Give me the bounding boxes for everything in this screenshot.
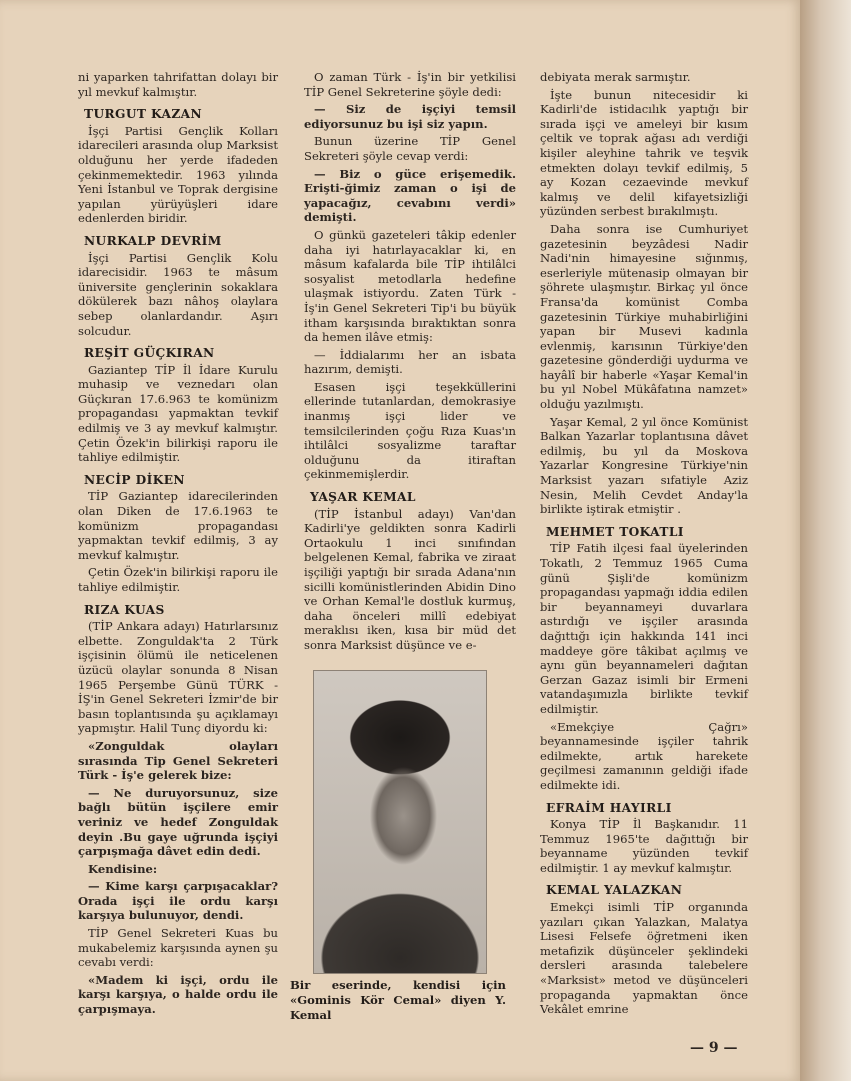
paragraph: (TİP Ankara adayı) Hatırlarsınız elbette. Zonguldak'ta 2 Türk işçisinin ölümü ile neticelenen üzücü olaylar sonunda 8 Nisan 1965 Perşembe Günü TÜRK - İŞ'in Genel Sekreteri İzmir'de bir basın toplantısında şu açıklamayı yapmıştır. Halil Tunç diyordu ki: <box>78 619 278 736</box>
section-heading: MEHMET TOKATLI <box>546 524 684 539</box>
paragraph: Gaziantep TİP İl İdare Kurulu muhasip ve veznedarı olan Güçkıran 17.6.963 te komünizm propagandası yapmaktan tevkif edilmiş ve 3 ay mevkuf kalmıştır. Çetin Özek'in bilirkişi raporu ile tahliye edilmiştir. <box>78 362 278 465</box>
paragraph: Çetin Özek'in bilirkişi raporu ile tahliye edilmiştir. <box>78 565 278 594</box>
quote-paragraph <box>78 973 278 1017</box>
section-heading: NURKALP DEVRİM <box>84 233 222 248</box>
paragraph: Esasen işçi teşekküllerini ellerinde tutanlardan, demokrasiye inanmış işçi lider ve temsilcilerinden çoğu Rıza Kuas'ın ihtilâlci sosyalizme taraftar olduğunu da itiraftan çekinmemişlerdir. <box>304 379 516 482</box>
paragraph: İşte bunun nitecesidir ki Kadirli'de istidacılık yaptığı bir sırada işçi ve ameleyi bir kısım çeltik ve toprak ağası adı verdiği kişiler aleyhine tahrik ve teşvik etmekten dolayı tevkif edilmiş, 5 ay Kozan cezaevinde mevkuf kalmış ve delil kifayetsizliği yüzünden serbest bırakılmıştı. <box>540 87 748 219</box>
paragraph: Daha sonra ise Cumhuriyet gazetesinin beyzâdesi Nadir Nadi'nin himayesine sığınmış, eserleriyle mütenasip olmayan bir şöhrete ulaşmıştır. Birkaç yıl önce Fransa'da komünist Comba gazetesinin Türkiye muhabirliğini yapan bir Musevi kadınla evlenmiş, karısının Türkiye'den gazetesine gönderdiği uydurma ve hayâlî bir haberle «Yaşar Kemal'in bu yıl Nobel Mükâfatına namzet» olduğu yazılmıştı. <box>540 221 748 412</box>
portrait-photo <box>313 670 487 974</box>
paragraph: TİP Genel Sekreteri Kuas bu mukabelemiz karşısında aynen şu cevabı verdi: <box>78 926 278 970</box>
quote-paragraph <box>304 102 516 131</box>
paragraph: «Emekçiye Çağrı» beyannamesinde işçiler tahrik edilmekte, artık harekete geçilmesi zamanının geldiği ifade edilmekte idi. <box>540 719 748 792</box>
column-middle <box>304 70 516 656</box>
column-left <box>78 70 278 1020</box>
paragraph: İşçi Partisi Gençlik Kolu idarecisidir. 1963 te mâsum üniversite gençlerinin sokaklara dökülerek bazı nâhoş olaylara sebep olanlardandır. Aşırı solcudur. <box>78 250 278 338</box>
quote-text: — Kime karşı çarpışacaklar? Orada işçi ile ordu karşı karşıya bulunuyor, dendi. <box>78 879 278 923</box>
paragraph: TİP Gaziantep idarecilerinden olan Diken de 17.6.1963 te komünizm propagandası yapmaktan tevkif edilmiş, 3 ay mevkuf kalmıştır. <box>78 489 278 562</box>
paragraph: TİP Fatih ilçesi faal üyelerinden Tokatlı, 2 Temmuz 1965 Cuma günü Şişli'de komünizm propagandası yapmağı iddia edilen bir beyannameyi duvarlara astırdığı ve işçiler arasında dağıttığı için hakkında 141 inci maddeye göre tâkibat açılmış ve aynı gün beyannameleri dağıtan Gerzan Gazaz isimli bir Ermeni vatandaşımızla birlikte tevkif edilmiştir. <box>540 541 748 716</box>
paragraph: (TİP İstanbul adayı) Van'dan Kadirli'ye geldikten sonra Kadirli Ortaokulu 1 inci sınıfından belgelenen Kemal, fabrika ve ziraat işçiliği yaptığı bir sırada Adana'nın sicilli komünistlerinden Abidin Dino ve Orhan Kemal'le dostluk kurmuş, daha önceleri millî edebiyat meraklısı iken, kısa bir müd det sonra Marksist düşünce ve e- <box>304 506 516 652</box>
quote-text: — Biz o gücе erişemedik. Erişti-ğimiz zaman o işi de yapacağız, cevabını verdi» demişti. <box>304 166 516 225</box>
quote-text: Kendisine: <box>88 861 158 876</box>
column-right <box>540 70 748 1020</box>
page-edge <box>800 0 851 1081</box>
page-number: — 9 — <box>690 1040 738 1056</box>
paragraph: debiyata merak sarmıştır. <box>540 70 691 84</box>
quote-text: — Ne duruyorsunuz, size bağlı bütün işçilere emir veriniz ve hedef Zonguldak deyin .Bu gaye uğrunda işçiyi çarpışmağa dâvet edin dedi. <box>78 785 278 859</box>
paragraph: ni yaparken tahrifattan dolayı bir yıl mevkuf kalmıştır. <box>78 70 278 99</box>
section-heading: NECİP DİKEN <box>84 472 185 487</box>
paragraph: Konya TİP İl Başkanıdır. 11 Temmuz 1965'te dağıttığı bir beyanname yüzünden tevkif edilmiştir. 1 ay mevkuf kalmıştır. <box>540 817 748 875</box>
paragraph: Emekçi isimli TİP organında yazıları çıkan Yalazkan, Malatya Lisesi Felsefe öğretmeni iken metafizik düşünceler şeklindeki dersleri arasında talebelere «Marksist» metod ve düşünceleri propaganda yapmaktan önce Vekâlet emrine <box>540 900 748 1017</box>
quote-paragraph <box>78 862 278 877</box>
quote-text: «Madem ki işçi, ordu ile karşı karşıya, o halde ordu ile çarpışmaya. <box>78 972 278 1017</box>
paragraph: İşçi Partisi Gençlik Kolları idarecileri arasında olup Marksist olduğunu her yerde ifadeden çekinmemektedir. 1963 yılında Yeni İstanbul ve Toprak dergisine yapılan yürüyüşleri idare edenlerden biridir. <box>78 123 278 226</box>
paragraph: Bunun üzerine TİP Genel Sekreteri şöyle cevap verdi: <box>304 134 516 163</box>
quote-paragraph <box>78 786 278 859</box>
quote-paragraph <box>78 879 278 923</box>
paragraph: O zaman Türk - İş'in bir yetkilisi TİP Genel Sekreterine şöyle dedi: <box>304 70 516 99</box>
quote-text: «Zonguldak olayları sırasında Tip Genel Sekreteri Türk - İş'e gelerek bize: <box>78 738 278 783</box>
quote-paragraph <box>304 167 516 225</box>
section-heading: REŞİT GÜÇKIRAN <box>84 346 215 361</box>
paragraph: — İddialarımı her an isbata hazırım, demişti. <box>304 347 516 377</box>
section-heading: TURGUT KAZAN <box>84 107 203 122</box>
paragraph: O günkü gazeteleri tâkip edenler daha iyi hatırlayacaklar ki, en mâsum kafalarda bile TİP ihtilâlci sosyalist metodlarla hedefine ulaşmak istiyordu. Zaten Türk - İş'in Genel Sekreteri Tip'i bu büyük itham karşısında bıraktıktan sonra da hemen ilâve etmiş: <box>304 227 516 345</box>
section-heading: KEMAL YALAZKAN <box>546 883 683 898</box>
quote-paragraph <box>78 739 278 783</box>
section-heading: YAŞAR KEMAL <box>310 490 416 505</box>
section-heading: RIZA KUAS <box>84 602 165 617</box>
quote-text: — Siz de işçiyi temsil ediyorsunuz bu işi siz yapın. <box>304 102 516 131</box>
paragraph: Yaşar Kemal, 2 yıl önce Komünist Balkan Yazarlar toplantısına dâvet edilmiş, bu yıl da Moskova Yazarlar Kongresine Türkiye'nin Marksist yazarı sıfatiyle Aziz Nesin, Melih Cevdet Anday'la birlikte iştirak etmiştir . <box>540 414 748 517</box>
photo-caption: Bir eserinde, kendisi için «Gominis Kör Cemal» diyen Y. Kemal <box>290 978 506 1022</box>
section-heading: EFRAİM HAYIRLI <box>546 800 672 815</box>
